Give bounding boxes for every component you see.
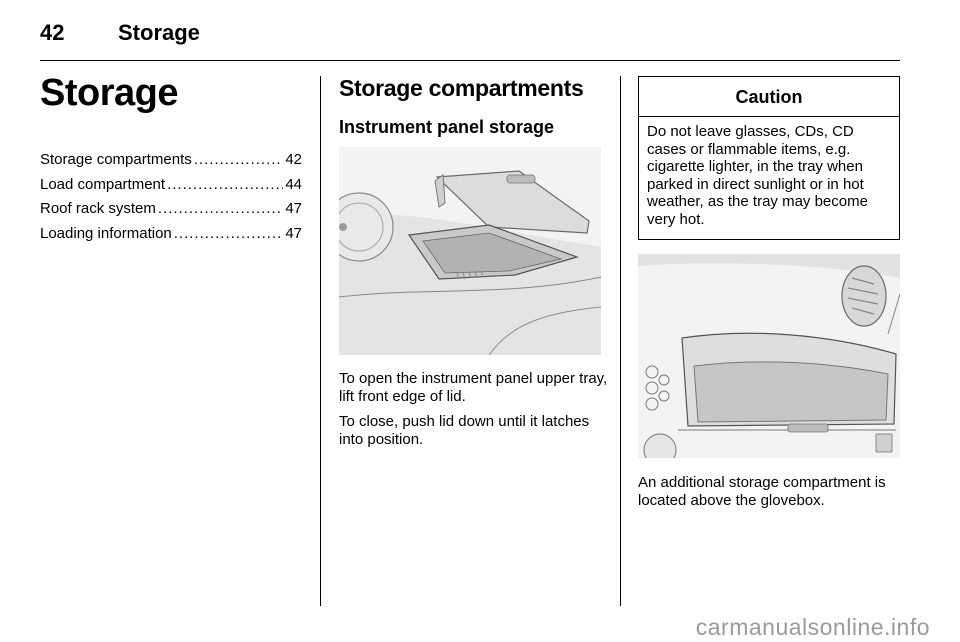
toc-entry-page: 47 — [285, 224, 302, 242]
toc-entry-page: 44 — [285, 175, 302, 193]
toc-entry-label: Roof rack system — [40, 200, 156, 217]
toc-leader-dots — [158, 200, 283, 217]
open-tray-instruction: To open the instrument panel upper tray, lift front edge of lid. — [339, 370, 608, 405]
caution-title: Caution — [639, 77, 899, 117]
glovebox-storage-illustration — [638, 254, 900, 458]
caution-box — [638, 76, 900, 240]
toc-leader-dots — [194, 151, 284, 168]
glovebox-compartment-text: An additional storage compartment is located above the glovebox. — [638, 474, 886, 509]
column-divider-left — [320, 76, 321, 606]
toc-entry[interactable] — [40, 225, 302, 250]
running-title: Storage — [118, 20, 200, 45]
toc-entry-label: Storage compartments — [40, 151, 192, 168]
page-number: 42 — [40, 20, 65, 45]
toc-entry[interactable] — [40, 176, 302, 201]
toc-entry-page: 42 — [285, 151, 302, 168]
column-divider-right — [620, 76, 621, 606]
header-rule — [40, 60, 900, 61]
toc-entry[interactable] — [40, 200, 302, 225]
chapter-contents — [40, 151, 302, 249]
toc-entry[interactable] — [40, 151, 302, 176]
chapter-title: Storage — [40, 72, 178, 114]
toc-leader-dots — [167, 176, 283, 193]
toc-entry-page: 47 — [285, 200, 302, 217]
sub-heading: Instrument panel storage — [339, 117, 555, 137]
instrument-panel-tray-illustration — [339, 147, 601, 355]
site-watermark: carmanualsonline.info — [695, 614, 930, 640]
toc-entry-label: Loading information — [40, 224, 172, 242]
section-heading: Storage compartments — [339, 75, 584, 101]
toc-entry-label: Load compartment — [40, 175, 166, 193]
close-tray-instruction: To close, push lid down until it latches into position. — [339, 413, 590, 448]
toc-leader-dots — [174, 225, 284, 242]
caution-text: Do not leave glasses, CDs, CD cases or flammable items, e.g. cigarette lighter, in the tray when parked in direct sunlight or in hot weather, as the tray may become very hot. — [647, 123, 868, 228]
